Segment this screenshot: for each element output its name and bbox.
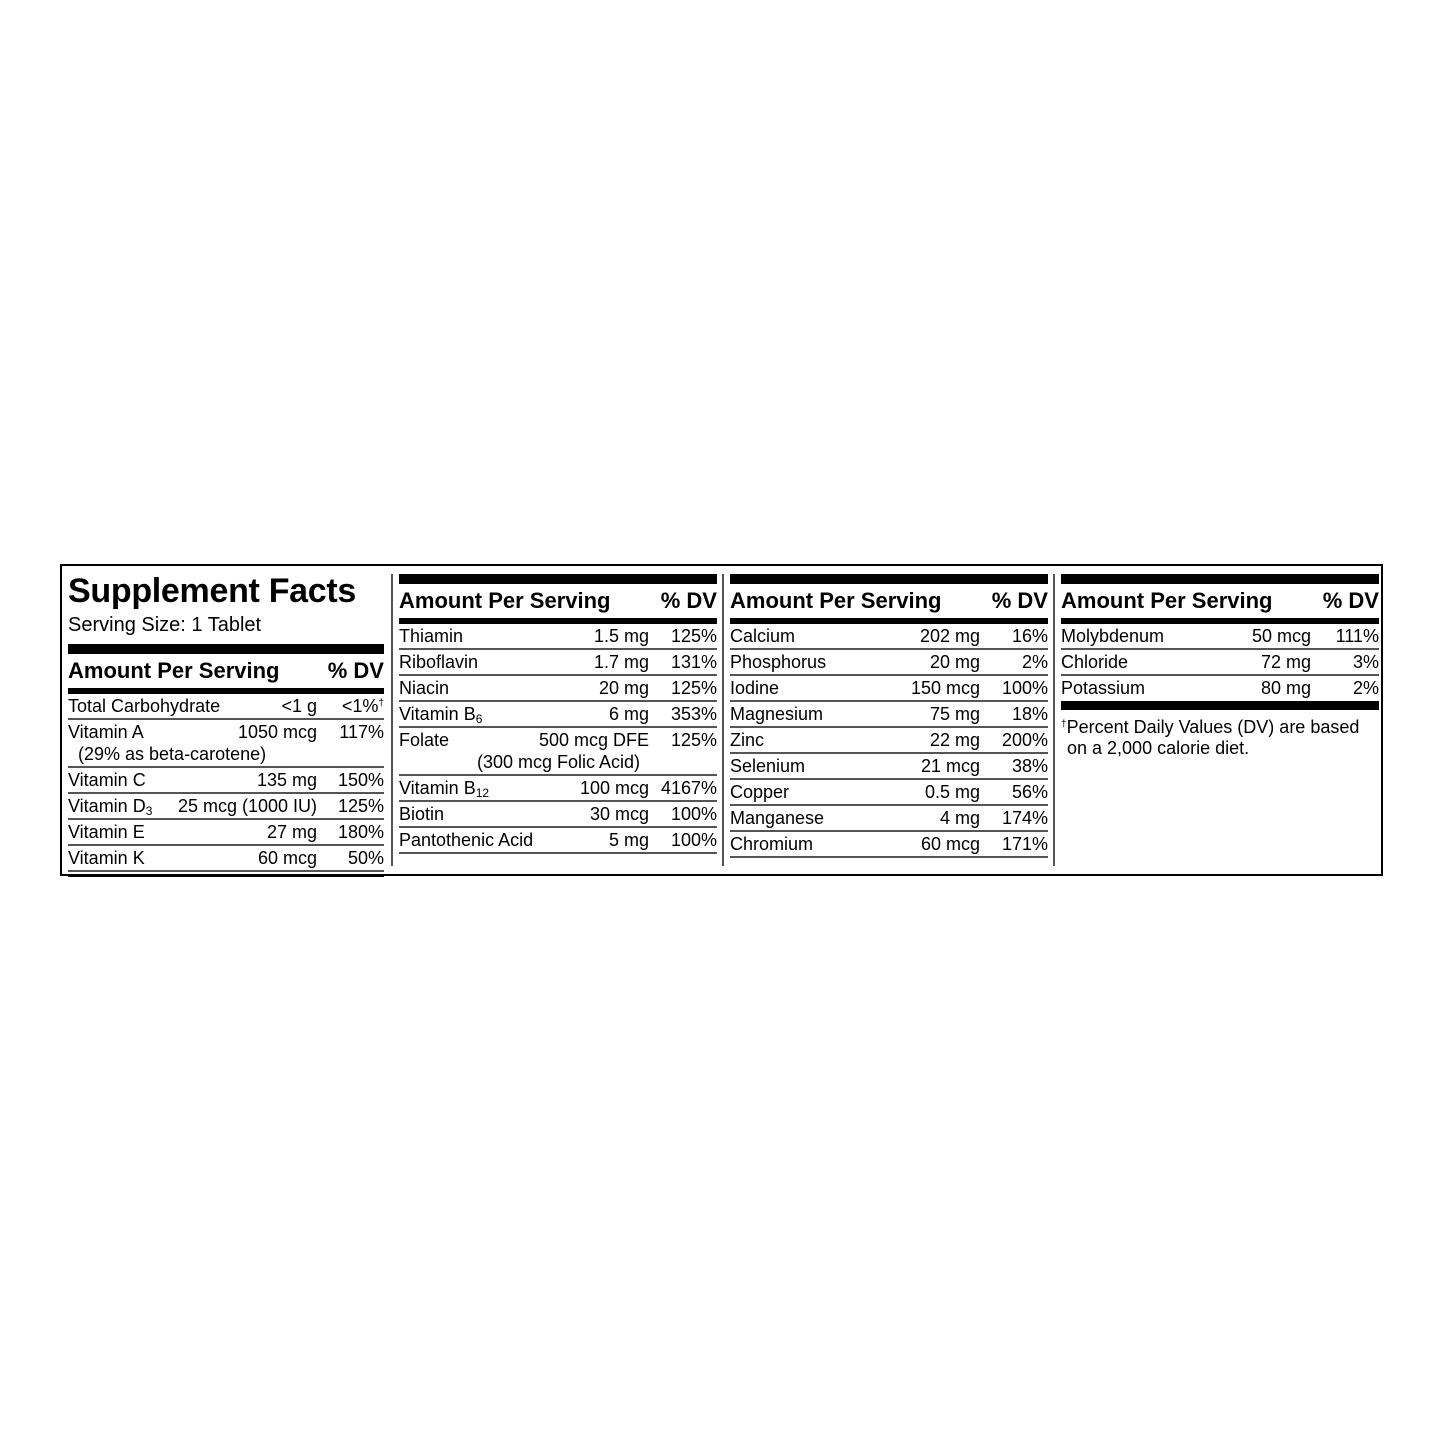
nutrient-note: (29% as beta-carotene) (78, 744, 267, 764)
nutrient-name: Biotin (399, 804, 445, 824)
nutrient-amount: 1050 mcg (237, 722, 317, 742)
nutrient-row (68, 820, 384, 846)
nutrient-dv: 2% (1021, 652, 1048, 672)
nutrient-dv: 4167% (660, 778, 717, 798)
nutrient-amount: 30 mcg (589, 804, 649, 824)
nutrient-note: (300 mcg Folic Acid) (477, 752, 641, 772)
nutrient-dv: 117% (339, 722, 384, 742)
thick-rule (1061, 574, 1379, 584)
nutrient-amount: 80 mg (1260, 678, 1311, 698)
nutrient-row (68, 720, 384, 768)
facts-column-3 (730, 574, 1048, 858)
nutrient-dv: 111% (1335, 626, 1379, 646)
nutrient-name: Calcium (730, 626, 796, 646)
facts-column-2 (399, 574, 717, 854)
nutrient-amount: 21 mcg (920, 756, 980, 776)
nutrient-dv: 16% (1011, 626, 1048, 646)
nutrient-amount: 60 mcg (920, 834, 980, 854)
nutrient-name: Vitamin A (68, 722, 144, 742)
nutrient-name: Vitamin $D_3$ (68, 796, 153, 818)
nutrient-amount: 5 mg (608, 830, 649, 850)
nutrient-row (68, 768, 384, 794)
nutrient-dv: 125% (337, 796, 384, 816)
nutrient-amount: 6 mg (608, 704, 649, 724)
nutrient-row (399, 650, 717, 676)
thick-rule (68, 644, 384, 654)
nutrient-row (399, 702, 717, 728)
nutrient-dv: 180% (337, 822, 384, 842)
nutrient-dv: 3% (1352, 652, 1379, 672)
nutrient-dv: 100% (1001, 678, 1048, 698)
nutrient-name: Total Carbohydrate (68, 696, 221, 716)
nutrient-row (1061, 650, 1379, 676)
amount-per-serving-label: Amount Per Serving (399, 588, 611, 613)
nutrient-name: Vitamin $B_6$ (399, 704, 483, 726)
nutrient-row (68, 694, 384, 720)
nutrient-amount: 75 mg (929, 704, 980, 724)
dv-label: % DV (660, 588, 717, 613)
thick-rule (1061, 701, 1379, 710)
nutrient-dv: 125% (670, 626, 717, 646)
nutrient-row (730, 624, 1048, 650)
panel-title: Supplement Facts (68, 572, 357, 610)
nutrient-row (1061, 676, 1379, 700)
nutrient-name: Iodine (730, 678, 780, 698)
nutrient-amount: 4 mg (939, 808, 980, 828)
nutrient-name: Chromium (730, 834, 814, 854)
nutrient-amount: 1.5 mg (593, 626, 649, 646)
nutrient-dv: 131% (670, 652, 717, 672)
nutrient-amount: 72 mg (1260, 652, 1311, 672)
nutrient-row (399, 802, 717, 828)
nutrient-name: Folate (399, 730, 450, 750)
nutrient-dv: 38% (1011, 756, 1048, 776)
nutrient-amount: 135 mg (256, 770, 317, 790)
nutrient-amount: 22 mg (929, 730, 980, 750)
nutrient-amount: 150 mcg (910, 678, 980, 698)
nutrient-dv: 50% (347, 848, 384, 868)
nutrient-row (730, 832, 1048, 858)
column-header (68, 654, 384, 688)
nutrient-row (399, 676, 717, 702)
nutrient-amount: 1.7 mg (593, 652, 649, 672)
amount-per-serving-label: Amount Per Serving (68, 658, 280, 683)
nutrient-row (68, 794, 384, 820)
dv-footnote (1061, 714, 1379, 759)
nutrient-name: Chloride (1061, 652, 1129, 672)
column-divider (391, 574, 393, 866)
nutrient-amount: 202 mg (919, 626, 980, 646)
thick-rule (399, 574, 717, 584)
column-divider (722, 574, 724, 866)
bottom-rule (68, 874, 384, 877)
nutrient-row (399, 776, 717, 802)
nutrient-amount: 25 mcg (1000 IU) (177, 796, 317, 816)
nutrient-dv: 125% (670, 678, 717, 698)
nutrient-dv: 100% (670, 804, 717, 824)
dagger-mark: † (378, 698, 384, 709)
nutrient-name: Thiamin (399, 626, 464, 646)
nutrient-amount: 60 mcg (257, 848, 317, 868)
nutrient-amount: 20 mg (598, 678, 649, 698)
nutrient-dv: 150% (337, 770, 384, 790)
nutrient-dv: 174% (1001, 808, 1048, 828)
nutrient-name: Vitamin C (68, 770, 146, 790)
dv-label: % DV (327, 658, 384, 683)
nutrient-name: Copper (730, 782, 790, 802)
nutrient-amount: 500 mcg DFE (538, 730, 649, 750)
nutrient-row (730, 728, 1048, 754)
nutrient-name: Pantothenic Acid (399, 830, 534, 850)
nutrient-name: Niacin (399, 678, 450, 698)
nutrient-dv: <1%† (341, 696, 384, 716)
nutrient-name: Phosphorus (730, 652, 827, 672)
nutrient-row (730, 806, 1048, 832)
nutrient-dv: 171% (1001, 834, 1048, 854)
column-divider (1053, 574, 1055, 866)
nutrient-name: Manganese (730, 808, 825, 828)
nutrient-row (399, 728, 717, 776)
nutrient-row (730, 702, 1048, 728)
dv-label: % DV (1322, 588, 1379, 613)
nutrient-row (730, 754, 1048, 780)
nutrient-row (1061, 624, 1379, 650)
nutrient-dv: 56% (1011, 782, 1048, 802)
nutrient-amount: 0.5 mg (924, 782, 980, 802)
nutrient-row (399, 624, 717, 650)
amount-per-serving-label: Amount Per Serving (730, 588, 942, 613)
nutrient-amount: 100 mcg (579, 778, 649, 798)
nutrient-amount: 27 mg (266, 822, 317, 842)
column-header (399, 584, 717, 618)
nutrient-dv: 2% (1352, 678, 1379, 698)
nutrient-row (730, 780, 1048, 806)
nutrient-name: Vitamin E (68, 822, 145, 842)
nutrient-name: Vitamin K (68, 848, 145, 868)
nutrient-dv: 125% (670, 730, 717, 750)
nutrient-row (730, 676, 1048, 702)
nutrient-name: Molybdenum (1061, 626, 1165, 646)
nutrient-name: Vitamin $B_{12}$ (399, 778, 490, 800)
facts-column-4 (1061, 574, 1379, 759)
nutrient-dv: 353% (670, 704, 717, 724)
amount-per-serving-label: Amount Per Serving (1061, 588, 1273, 613)
nutrient-row (399, 828, 717, 854)
column-header (730, 584, 1048, 618)
footnote-line-2: on a 2,000 calorie diet. (1067, 738, 1250, 758)
nutrient-dv: 100% (670, 830, 717, 850)
serving-size: Serving Size: 1 Tablet (68, 614, 262, 636)
supplement-facts-panel (60, 564, 1383, 876)
facts-column-1 (68, 574, 384, 877)
nutrient-amount: 20 mg (929, 652, 980, 672)
nutrient-dv: 200% (1001, 730, 1048, 750)
nutrient-name: Magnesium (730, 704, 824, 724)
nutrient-name: Zinc (730, 730, 765, 750)
nutrient-dv: 18% (1011, 704, 1048, 724)
column-header (1061, 584, 1379, 618)
footnote-line-1: Percent Daily Values (DV) are based (1066, 717, 1360, 737)
nutrient-amount: 50 mcg (1251, 626, 1311, 646)
nutrient-amount: <1 g (281, 696, 317, 716)
nutrient-name: Riboflavin (399, 652, 479, 672)
nutrient-row (68, 846, 384, 872)
thick-rule (730, 574, 1048, 584)
nutrient-name: Potassium (1061, 678, 1146, 698)
dagger-mark: † (1061, 719, 1067, 730)
nutrient-row (730, 650, 1048, 676)
nutrient-name: Selenium (730, 756, 806, 776)
dv-label: % DV (991, 588, 1048, 613)
